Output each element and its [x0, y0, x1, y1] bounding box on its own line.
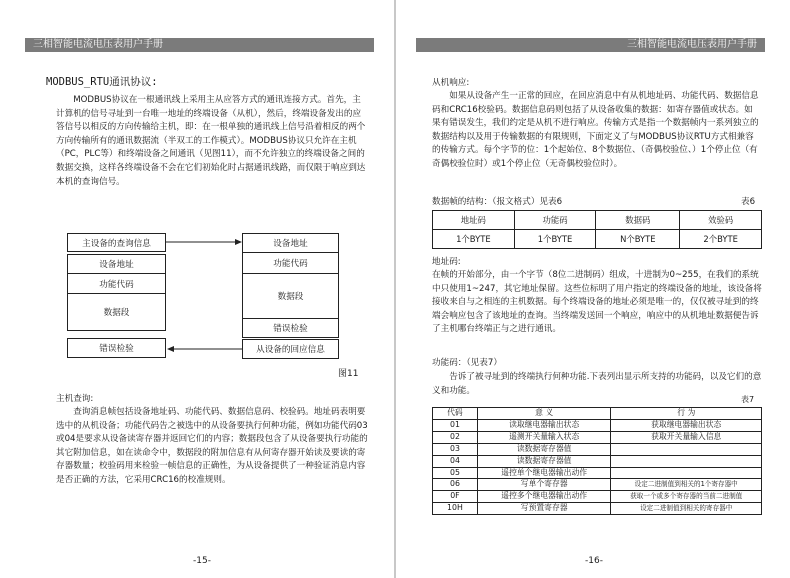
table-header-cell: 数据码 — [596, 211, 680, 230]
table-cell — [611, 455, 762, 467]
table-cell: 01 — [433, 419, 478, 431]
table-row — [433, 467, 762, 479]
slave-error-box: 错误检验 — [242, 318, 339, 338]
table-header-row — [433, 408, 762, 420]
slave-data-box: 数据段 — [242, 273, 339, 319]
response-paragraph: 如果从设备产生一正常的回应，在回应消息中有从机地址码、功能代码、数据信息码和CRC16校验码。数据信息码则包括了从设备收集的数据：如寄存器值或状态。如果有错误发生，我们约定是从机不进行响应。传输方式是指一个数据帧内一系列独立的数据结构以及用于传输数据的有限规则，下面定义了与MODBUS协议RTU方式相兼容的传输方式。每个字节的位：1个起始位、8个数据位、（奇偶校验位、）1个停止位（有奇偶校验位时）或1个停止位（无奇偶校验位时）。 — [432, 91, 759, 169]
table-cell: 获取继电器输出状态 — [611, 419, 762, 431]
master-function-box: 功能代码 — [67, 273, 166, 294]
master-address-box: 设备地址 — [67, 254, 166, 274]
table-cell: 2个BYTE — [680, 230, 762, 249]
table-header-cell: 意 义 — [477, 408, 611, 420]
table-cell — [611, 467, 762, 479]
table-row — [433, 230, 762, 249]
table-cell: 06 — [433, 479, 478, 491]
table-cell: 04 — [433, 455, 478, 467]
query-heading: 主机查询: — [56, 394, 94, 404]
page-number-right: -16- — [585, 556, 603, 566]
table-header-cell: 地址码 — [433, 211, 515, 230]
table-header-cell: 效验码 — [680, 211, 762, 230]
figure-caption: 图11 — [338, 369, 359, 379]
address-heading: 地址码: — [432, 257, 461, 267]
table-cell: 1个BYTE — [433, 230, 515, 249]
table-cell: 设定二进制值到相关的寄存器中 — [611, 503, 762, 515]
table7-label: 表7 — [741, 395, 755, 404]
table-cell: 读数据寄存器值 — [477, 455, 611, 467]
function-heading: 功能码：（见表7） — [432, 358, 502, 368]
left-page — [0, 0, 394, 578]
table-row — [433, 479, 762, 491]
table-row — [433, 443, 762, 455]
query-arrowhead — [235, 239, 242, 245]
table-cell: 设定二进制值到相关的1个寄存器中 — [611, 479, 762, 491]
header-band-right: 三相智能电流电压表用户手册 — [416, 38, 765, 52]
frame-heading: 数据帧的结构：（报文格式）见表6 — [432, 197, 563, 207]
response-arrowhead — [167, 346, 174, 352]
query-paragraph: 查询消息帧包括设备地址码、功能代码、数据信息码、校验码。地址码表明要选中的从机设备；功能代码告之被选中的从设备要执行何种功能，例如功能代码03或04是要求从设备读寄存器并返回它们的内容；数据段包含了从设备要执行功能的其它附加信息，如在读命令中，数据段的附加信息有从何寄存器开始读及要读的寄存器数量；校验码用来检验一帧信息的正确性，为从设备提供了一种验证消息内容是否正确的方法，它采用CRC16的校准规则。 — [56, 407, 368, 485]
table-header-cell: 行 为 — [611, 408, 762, 420]
address-paragraph: 在帧的开始部分，由一个字节（8位二进制码）组成，十进制为0~255，在我们的系统中只使用1~247，其它地址保留。这些位标明了用户指定的终端设备的地址，该设备将接收来自与之相连的主机数据。每个终端设备的地址必须是唯一的，仅仅被寻址到的终端会响应包含了该地址的查询。当终端发送回一个响应，响应中的从机地址数据便告诉了主机哪台终端正与之进行通讯。 — [432, 270, 762, 335]
table-row — [433, 491, 762, 503]
table-cell: 写预置寄存器 — [477, 503, 611, 515]
master-query-box: 主设备的查询信息 — [67, 233, 166, 252]
slave-response-box: 从设备的回应信息 — [242, 339, 339, 359]
table-cell — [611, 443, 762, 455]
table-cell: 05 — [433, 467, 478, 479]
table-cell: 02 — [433, 431, 478, 443]
table6-label: 表6 — [741, 197, 756, 207]
intro-paragraph: MODBUS协议在一根通讯线上采用主从应答方式的通讯连接方式。首先，主计算机的信号寻址到一台唯一地址的终端设备（从机），然后，终端设备发出的应答信号以相反的方向传输给主机，即：在一根单独的通讯线上信号沿着相反的两个方向传输所有的通讯数据流（半双工的工作模式）。MODBUS协议只允许在主机（PC，PLC等）和终端设备之间通讯（见图11），而不允许独立的终端设备之间的数据交换，这样各终端设备不会在它们初始化时占据通讯线路，而仅限于响应到达本机的查询信号。 — [56, 95, 366, 187]
table-header-cell: 代码 — [433, 408, 478, 420]
table-cell: 遥控单个继电器输出动作 — [477, 467, 611, 479]
table-cell: 1个BYTE — [514, 230, 596, 249]
right-page — [396, 0, 790, 578]
function-paragraph: 告诉了被寻址到的终端执行何种功能.下表列出显示所支持的功能码，以及它们的意义和功能。 — [432, 372, 762, 396]
table-header-row — [433, 211, 762, 230]
slave-address-box: 设备地址 — [242, 233, 339, 253]
master-data-box: 数据段 — [67, 293, 166, 331]
table-cell: 读数据寄存器值 — [477, 443, 611, 455]
table-cell: 读取继电器输出状态 — [477, 419, 611, 431]
master-error-box: 错误检验 — [67, 338, 166, 358]
table-cell: 03 — [433, 443, 478, 455]
table-cell: 写单个寄存器 — [477, 479, 611, 491]
section-title: MODBUS_RTU通讯协议: — [46, 76, 158, 88]
table-cell: N个BYTE — [596, 230, 680, 249]
page-number-left: -15- — [193, 556, 211, 566]
function-code-table — [432, 407, 762, 515]
table-row — [433, 503, 762, 515]
table-cell: 10H — [433, 503, 478, 515]
table-row — [433, 455, 762, 467]
table-cell: 0F — [433, 491, 478, 503]
table-row — [433, 419, 762, 431]
header-band-left: 三相智能电流电压表用户手册 — [25, 38, 374, 52]
table-header-cell: 功能码 — [514, 211, 596, 230]
table-row — [433, 431, 762, 443]
diagram-arrows — [160, 235, 250, 360]
slave-function-box: 功能代码 — [242, 252, 339, 274]
table-cell: 获取开关量输入信息 — [611, 431, 762, 443]
table-cell: 遥测开关量输入状态 — [477, 431, 611, 443]
response-heading: 从机响应: — [432, 78, 470, 88]
table-cell: 遥控多个继电器输出动作 — [477, 491, 611, 503]
frame-structure-table — [432, 210, 762, 249]
table-cell: 获取一个或多个寄存器的当前二进制值 — [611, 491, 762, 503]
